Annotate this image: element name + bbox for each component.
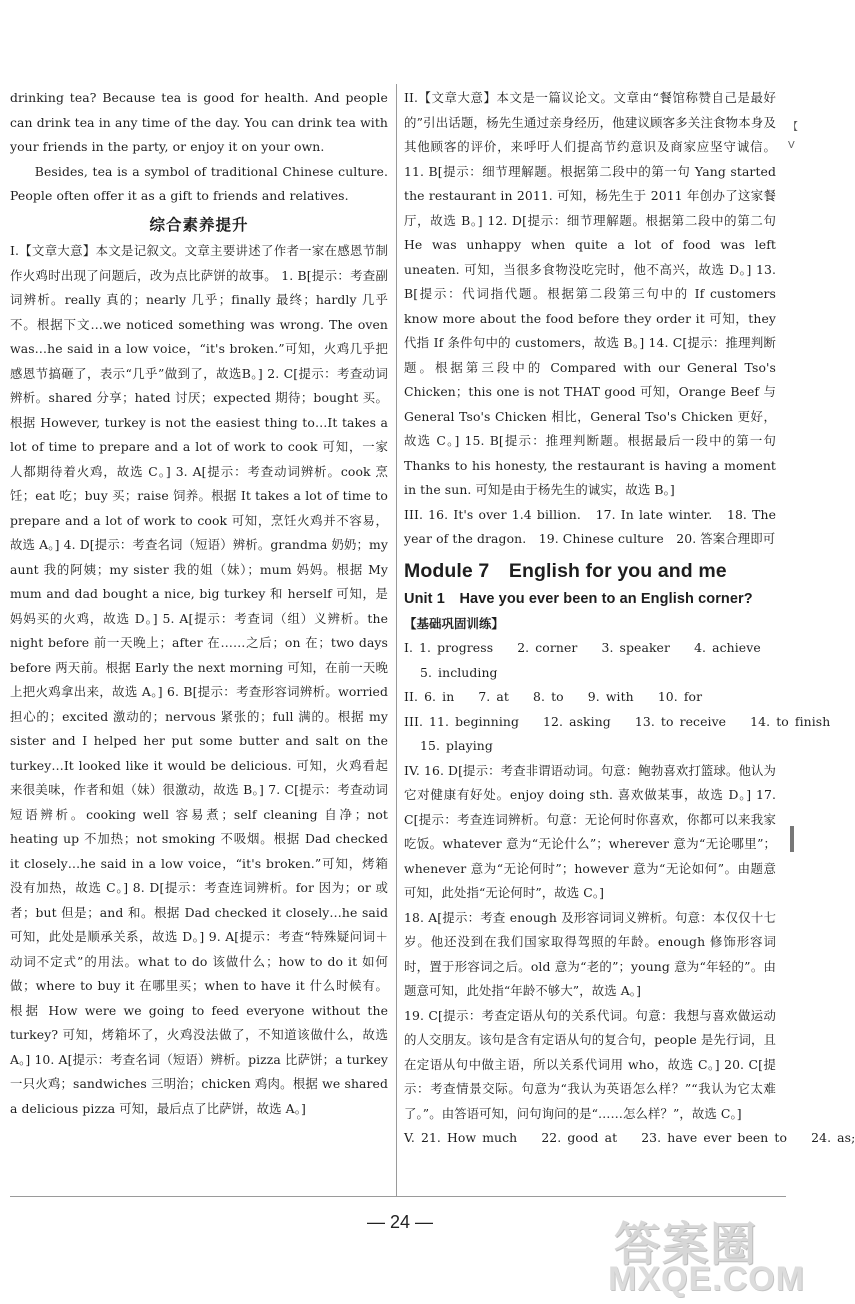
answer-row-3b (404, 734, 776, 759)
answer-item: 3. speaker (601, 640, 671, 655)
section-title: 综合素养提升 (149, 215, 249, 234)
answer-explanations-part-6: 19. C[提示：考查定语从句的关系代词。句意：我想与喜欢做运动的人交朋友。该句是含有定语从句的复合句，people 是先行词，且在定语从句中做主语，所以关系代词用 who，故选 C。] 20. C[提示：考查情景交际。句意为“我认为英语怎么样？”“我认为它太难了。”。由答语可知，问句询问的是“……怎么样？”，故选 C。] (404, 1007, 776, 1121)
answer-item: 10. for (657, 689, 703, 704)
answer-explanations-part-1: I.【文章大意】本文是记叙文。文章主要讲述了作者一家在感恩节制作火鸡时出现了问题后，改为点比萨饼的故事。 1. B[提示：考查副词辨析。really 真的；nearly 几乎；finally 最终；hardly 几乎不。根据下文…we noticed something was wrong. The oven was…he said in a low voice，“it's broken.”可知，火鸡几乎把感恩节搞砸了，表示“几乎”做到了，故选B。] 2. C[提示：考查动词辨析。shared 分享；hated 讨厌；expected 期待；bought 买。根据 However, turkey is not the easiest thing to…It takes a lot of time to prepare and a lot of work to cook 可知，一家人都期待着火鸡，故选 C。] 3. A[提示：考查动词辨析。cook 烹饪；eat 吃；buy 买；raise 饲养。根据 It takes a lot of time to prepare and a lot of work to cook 可知，烹饪火鸡并不容易，故选 A。] 4. D[提示：考查名词（短语）辨析。grandma 奶奶；my aunt 我的阿姨；my sister 我的姐（妹）；mum 妈妈。根据 My mum and dad bought a nice, big turkey 和 herself 可知，是妈妈买的火鸡，故选 D。] 5. A[提示：考查词（组）义辨析。the night before 前一天晚上；after 在……之后；on 在；two days before 两天前。根据 Early the next morning 可知，在前一天晚上把火鸡拿出来，故选 A。] 6. B[提示：考查形容词辨析。worried 担心的；excited 激动的；nervous 紧张的；full 满的。根据 my sister and I helped her put some butter and salt on the turkey…It looked like it would be delicious. 可知，火鸡看起来很美味，作者和姐（妹）很激动，故选 B。] 7. C[提示：考查动词短语辨析。cooking well 容易煮；self cleaning 自净；not heating up 不加热；not smoking 不吸烟。根据 Dad checked it closely…he said in a low voice，“it's broken.”可知，烤箱没有加热，故选 C。] 8. D[提示：考查连词辨析。for 因为；or 或者；but 但是；and 和。根据 Dad checked it closely…he said 可知，此处是顺承关系，故选 D。] 9. A[提示：考查“特殊疑问词＋动词不定式”的用法。what to do 该做什么；how to do it 如何做；where to buy it 在哪里买；when to have it 什么时候有。根据 How were we going to feed everyone without the turkey? 可知，烤箱坏了，火鸡没法做了，不知道该做什么，故选 A。] 10. A[提示：考查名词（短语）辨析。pizza 比萨饼；a turkey 一只火鸡；sandwiches 三明治；chicken 鸡肉。根据 we shared a delicious pizza 可知，最后点了比萨饼，故选 A。] (10, 243, 388, 1116)
basic-training-label: 【基础巩固训练】 (404, 615, 504, 631)
footer-divider (10, 1196, 786, 1197)
answer-row-2 (404, 685, 776, 710)
answer-explanations-part-4: IV. 16. D[提示：考查非谓语动词。句意：鲍勃喜欢打篮球。他认为它对健康有好处。enjoy doing sth. 喜欢做某事，故选 D。] 17. C[提示：考查连词辨析。句意：无论何时你喜欢，你都可以来我家吃饭。whatever 意为“无论什么”；wherever 意为“无论哪里”；whenever 意为“无论何时”；however 意为“无论如何”。由题意可知，此处指“无论何时”，故选 C。] (404, 762, 776, 900)
left-column (10, 86, 388, 1121)
answer-item: I. 1. progress (404, 640, 494, 655)
passage-paragraph-2: Besides, tea is a symbol of traditional Chinese culture. People often offer it as a gift to friends and relatives. (10, 163, 388, 203)
answer-row-1b (404, 661, 776, 686)
answer-row-5 (404, 1126, 855, 1151)
watermark-url: MXQE.COM (608, 1260, 805, 1298)
passage-paragraph-1: drinking tea? Because tea is good for health. And people can drink tea in any time of the day. You can drink tea with your friends in the party, or enjoy it on your own. (10, 90, 388, 154)
answer-item: 2. corner (517, 640, 578, 655)
watermark-logo (590, 1206, 805, 1302)
module-title: Module 7 English for you and me (404, 559, 727, 582)
answer-row-1 (404, 636, 776, 661)
answers-part-3: III. 16. It's over 1.4 billion. 17. In late winter. 18. The year of the dragon. 19. Chinese culture 20. 答案合理即可 (404, 506, 776, 546)
answer-item: V. 21. How much (404, 1130, 518, 1145)
answer-item: 7. at (478, 689, 509, 704)
answer-item: 8. to (533, 689, 564, 704)
answer-item: 14. to finish (750, 713, 831, 729)
answer-item: 24. as; (811, 1130, 855, 1145)
answer-item: 22. good at (541, 1130, 618, 1145)
answer-row-3 (404, 710, 831, 735)
answer-item: III. 11. beginning (404, 713, 519, 729)
answer-explanations-part-5: 18. A[提示：考查 enough 及形容词词义辨析。句意：本仅仅十七岁。他还没到在我们国家取得驾照的年龄。enough 修饰形容词时，置于形容词之后。old 意为“老的”；young 意为“年轻的”。由题意可知，此处指“年龄不够大”，故选 A。] (404, 909, 776, 998)
answer-explanations-part-2: II.【文章大意】本文是一篇议论文。文章由“餐馆称赞自己是最好的”引出话题，杨先生通过亲身经历，他建议顾客多关注食物本身及其他顾客的评价，来呼吁人们提高节约意识及商家应坚守诚信。 11. B[提示：细节理解题。根据第二段中的第一句 Yang started the restaurant in 2011. 可知，杨先生于 2011 年创办了这家餐厅，故选 B。] 12. D[提示：细节理解题。根据第二段中的第二句 He was unhappy when quite a lot of food was left uneaten. 可知，当很多食物没吃完时，他不高兴，故选 D。] 13. B[提示：代词指代题。根据第二段第三句中的 If customers know more about the food before they order it 可知，they 代指 If 条件句中的 customers，故选 B。] 14. C[提示：推理判断题。根据第三段中的 Compared with our General Tso's Chicken；this one is not THAT good 可知，Orange Beef 与 General Tso's Chicken 相比，General Tso's Chicken 更好，故选 C。] 15. B[提示：推理判断题。根据最后一段中的第一句 Thanks to his honesty, the restaurant is having a moment in the sun. 可知是由于杨先生的诚实，故选 B。] (404, 90, 776, 497)
unit-title: Unit 1 Have you ever been to an English corner? (404, 590, 753, 607)
page-edge-marks: 【 V (786, 0, 800, 1304)
answer-item: II. 6. in (404, 689, 455, 704)
answer-item: 4. achieve (694, 640, 761, 655)
page-number: — 24 — (366, 1212, 434, 1232)
right-column (404, 86, 855, 1151)
answer-item: 23. have ever been to (641, 1130, 788, 1145)
column-divider (396, 84, 397, 1196)
answer-item: 12. asking (543, 713, 611, 729)
answer-item: 15. playing (420, 738, 493, 753)
answer-item: 13. to receive (634, 713, 727, 729)
watermark-text: 答案圈 (614, 1217, 758, 1271)
answer-item: 9. with (587, 689, 634, 704)
answer-item: 5. including (420, 664, 498, 680)
